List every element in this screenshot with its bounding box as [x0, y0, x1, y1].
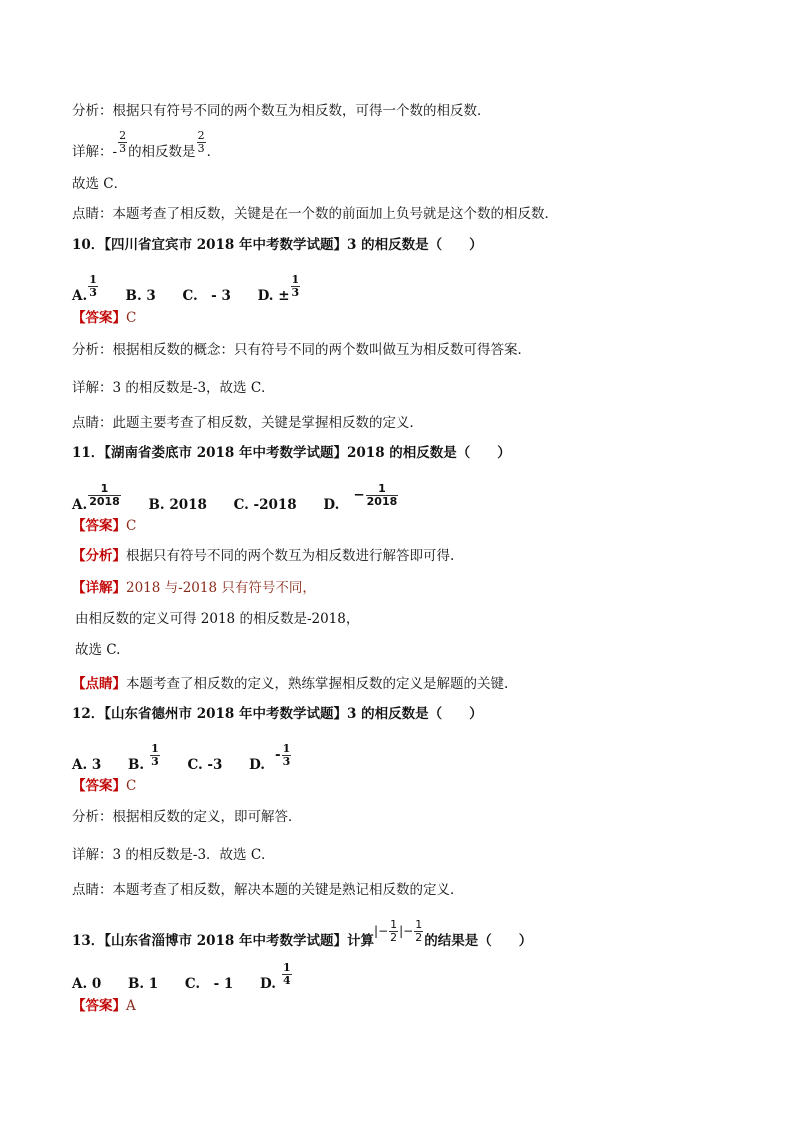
q12-answer: 【答案】C: [72, 778, 137, 794]
fraction: $\frac{1}{3}$: [282, 742, 291, 768]
fraction: $\frac{2}{3}$: [119, 129, 127, 155]
q12-title: 12．【山东省德州市 2018 年中考数学试题】3 的相反数是（ ）: [72, 706, 483, 722]
fraction: $\frac{1}{3}$: [291, 273, 300, 299]
q11-detail: 【详解】2018 与-2018 只有符号不同，: [72, 580, 316, 596]
q11-detail-3: 故选 C.: [75, 642, 121, 658]
q11-title: 11．【湖南省娄底市 2018 年中考数学试题】2018 的相反数是（ ）: [72, 445, 511, 461]
q10-detail: 详解：3 的相反数是-3，故选 C．: [72, 380, 275, 396]
q12-options: A. 3 B. $\frac{1}{3}$ C. -3 D.- $\frac{1}{3}$: [72, 742, 291, 773]
q10-options: A. $\frac{1}{3}$ B. 3 C. - 3 D. ± $\frac{1}{3}$: [72, 273, 300, 304]
fraction: $\frac{1}{2}$: [390, 918, 398, 944]
q9-comment: 点睛：本题考查了相反数，关键是在一个数的前面加上负号就是这个数的相反数．: [72, 206, 558, 222]
q12-detail: 详解：3 的相反数是-3．故选 C．: [72, 847, 275, 863]
fraction: $\frac{1}{2018}$: [366, 482, 398, 508]
q10-analysis: 分析：根据相反数的概念：只有符号不同的两个数叫做互为相反数可得答案．: [72, 342, 531, 358]
q10-title: 10．【四川省宜宾市 2018 年中考数学试题】3 的相反数是（ ）: [72, 237, 483, 253]
q12-comment: 点睛：本题考查了相反数，解决本题的关键是熟记相反数的定义．: [72, 882, 464, 898]
fraction: $\frac{2}{3}$: [197, 129, 205, 155]
fraction: $\frac{1}{3}$: [151, 742, 159, 768]
q9-analysis: 分析：根据只有符号不同的两个数互为相反数，可得一个数的相反数．: [72, 103, 491, 119]
q12-analysis: 分析：根据相反数的定义，即可解答．: [72, 809, 302, 825]
q13-title: 13．【山东省淄博市 2018 年中考数学试题】计算|− $\frac{1}{2}$ |− $\frac{1}{2}$ 的结果是（ ）: [72, 918, 533, 949]
fraction: $\frac{1}{3}$: [89, 273, 97, 299]
fraction: $\frac{1}{2}$: [415, 918, 423, 944]
q10-comment: 点睛：此题主要考查了相反数，关键是掌握相反数的定义．: [72, 415, 423, 431]
q11-options: A. $\frac{1}{2018}$ B. 2018 C. -2018 D.− $\frac{1}{2018}$: [72, 482, 398, 513]
q13-options: A. 0 B. 1 C. - 1 D. $\frac{1}{4}$: [72, 961, 291, 992]
q13-answer: 【答案】A: [72, 998, 136, 1014]
q9-detail: 详解：- $\frac{2}{3}$ 的相反数是 $\frac{2}{3}$ ．: [72, 129, 221, 160]
q11-comment: 【点睛】本题考查了相反数的定义，熟练掌握相反数的定义是解题的关键.: [72, 676, 509, 692]
math-expression: |− $\frac{1}{2}$ |− $\frac{1}{2}$: [374, 918, 423, 944]
q11-detail-2: 由相反数的定义可得 2018 的相反数是-2018，: [75, 611, 360, 627]
q11-answer: 【答案】C: [72, 518, 137, 534]
fraction: $\frac{1}{4}$: [282, 961, 291, 987]
q10-answer: 【答案】C: [72, 310, 137, 326]
q9-choice: 故选 C．: [72, 176, 128, 192]
q11-analysis: 【分析】根据只有符号不同的两个数互为相反数进行解答即可得.: [72, 548, 455, 564]
fraction: $\frac{1}{2018}$: [89, 482, 120, 508]
